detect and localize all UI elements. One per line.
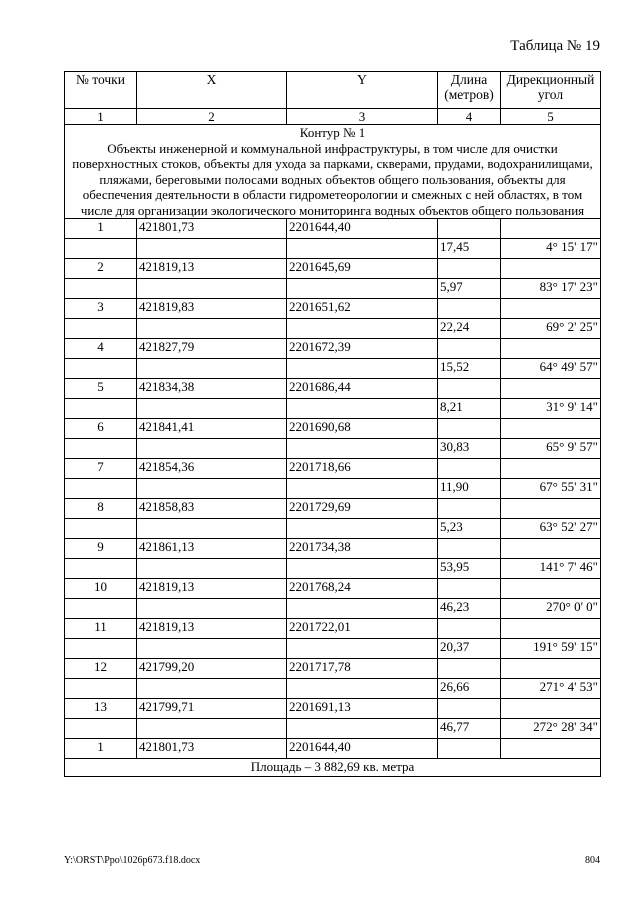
point-y: 2201729,69 xyxy=(287,499,438,519)
empty-cell xyxy=(501,379,601,399)
empty-cell xyxy=(65,479,137,499)
segment-row xyxy=(65,599,601,619)
header-length: Длина (метров) xyxy=(438,72,501,109)
point-row xyxy=(65,659,601,679)
empty-cell xyxy=(501,339,601,359)
segment-row xyxy=(65,279,601,299)
segment-length: 20,37 xyxy=(438,639,501,659)
segment-angle: 271° 4' 53" xyxy=(501,679,601,699)
contour-description: Объекты инженерной и коммунальной инфраструктуры, в том числе для очистки поверхностных стоков, объекты для ухода за парками, скверами, прудами, водохранилищами, пляжами, береговыми полосами водных объектов общего пользования, объекты для обеспечения деятельности в области гидрометеорологии и смежных с ней областях, в том числе для организации экологического мониторинга водных объектов общего пользования xyxy=(72,140,593,218)
empty-cell xyxy=(287,239,438,259)
empty-cell xyxy=(438,579,501,599)
empty-cell xyxy=(65,599,137,619)
point-x: 421801,73 xyxy=(137,739,287,759)
segment-length: 53,95 xyxy=(438,559,501,579)
empty-cell xyxy=(501,299,601,319)
coordinates-table xyxy=(64,71,601,777)
empty-cell xyxy=(438,459,501,479)
point-number: 12 xyxy=(65,659,137,679)
empty-cell xyxy=(501,579,601,599)
area-value: Площадь – 3 882,69 кв. метра xyxy=(65,759,601,777)
segment-angle: 67° 55' 31" xyxy=(501,479,601,499)
empty-cell xyxy=(137,319,287,339)
empty-cell xyxy=(287,719,438,739)
column-number: 1 xyxy=(65,109,137,125)
point-row xyxy=(65,339,601,359)
header-y: Y xyxy=(287,72,438,109)
segment-length: 22,24 xyxy=(438,319,501,339)
empty-cell xyxy=(501,699,601,719)
point-row xyxy=(65,739,601,759)
point-number: 6 xyxy=(65,419,137,439)
segment-length: 15,52 xyxy=(438,359,501,379)
empty-cell xyxy=(287,479,438,499)
empty-cell xyxy=(65,319,137,339)
empty-cell xyxy=(65,519,137,539)
point-x: 421841,41 xyxy=(137,419,287,439)
segment-length: 5,23 xyxy=(438,519,501,539)
column-number: 5 xyxy=(501,109,601,125)
point-y: 2201768,24 xyxy=(287,579,438,599)
empty-cell xyxy=(287,359,438,379)
point-y: 2201734,38 xyxy=(287,539,438,559)
empty-cell xyxy=(65,399,137,419)
point-y: 2201644,40 xyxy=(287,219,438,239)
empty-cell xyxy=(287,639,438,659)
segment-row xyxy=(65,679,601,699)
point-y: 2201690,68 xyxy=(287,419,438,439)
point-x: 421854,36 xyxy=(137,459,287,479)
point-number: 4 xyxy=(65,339,137,359)
empty-cell xyxy=(137,639,287,659)
empty-cell xyxy=(438,659,501,679)
point-number: 1 xyxy=(65,739,137,759)
empty-cell xyxy=(438,379,501,399)
point-x: 421799,71 xyxy=(137,699,287,719)
empty-cell xyxy=(438,219,501,239)
empty-cell xyxy=(137,599,287,619)
segment-angle: 83° 17' 23" xyxy=(501,279,601,299)
empty-cell xyxy=(438,539,501,559)
empty-cell xyxy=(501,259,601,279)
empty-cell xyxy=(65,359,137,379)
header-x: X xyxy=(137,72,287,109)
empty-cell xyxy=(287,559,438,579)
empty-cell xyxy=(137,719,287,739)
area-row xyxy=(65,759,601,777)
empty-cell xyxy=(137,519,287,539)
empty-cell xyxy=(501,459,601,479)
point-number: 8 xyxy=(65,499,137,519)
segment-angle: 270° 0' 0" xyxy=(501,599,601,619)
empty-cell xyxy=(501,539,601,559)
empty-cell xyxy=(438,499,501,519)
point-y: 2201718,66 xyxy=(287,459,438,479)
empty-cell xyxy=(501,659,601,679)
empty-cell xyxy=(137,479,287,499)
empty-cell xyxy=(438,699,501,719)
point-x: 421801,73 xyxy=(137,219,287,239)
segment-row xyxy=(65,559,601,579)
segment-angle: 141° 7' 46" xyxy=(501,559,601,579)
empty-cell xyxy=(287,319,438,339)
point-y: 2201717,78 xyxy=(287,659,438,679)
empty-cell xyxy=(65,439,137,459)
segment-angle: 272° 28' 34" xyxy=(501,719,601,739)
segment-length: 30,83 xyxy=(438,439,501,459)
point-x: 421861,13 xyxy=(137,539,287,559)
point-number: 2 xyxy=(65,259,137,279)
segment-length: 46,23 xyxy=(438,599,501,619)
table-title: Таблица № 19 xyxy=(510,38,600,54)
segment-angle: 31° 9' 14" xyxy=(501,399,601,419)
empty-cell xyxy=(65,639,137,659)
point-row xyxy=(65,539,601,559)
segment-length: 17,45 xyxy=(438,239,501,259)
point-y: 2201722,01 xyxy=(287,619,438,639)
empty-cell xyxy=(438,619,501,639)
segment-length: 46,77 xyxy=(438,719,501,739)
point-number: 10 xyxy=(65,579,137,599)
point-row xyxy=(65,219,601,239)
point-x: 421819,83 xyxy=(137,299,287,319)
segment-row xyxy=(65,399,601,419)
empty-cell xyxy=(65,279,137,299)
point-number: 11 xyxy=(65,619,137,639)
point-number: 1 xyxy=(65,219,137,239)
empty-cell xyxy=(65,719,137,739)
segment-length: 5,97 xyxy=(438,279,501,299)
point-y: 2201644,40 xyxy=(287,739,438,759)
header-row xyxy=(65,72,601,109)
point-row xyxy=(65,459,601,479)
segment-length: 8,21 xyxy=(438,399,501,419)
header-point: № точки xyxy=(65,72,137,109)
segment-angle: 4° 15' 17" xyxy=(501,239,601,259)
point-row xyxy=(65,499,601,519)
empty-cell xyxy=(137,559,287,579)
segment-row xyxy=(65,519,601,539)
empty-cell xyxy=(137,239,287,259)
segment-angle: 69° 2' 25" xyxy=(501,319,601,339)
point-number: 13 xyxy=(65,699,137,719)
contour-row xyxy=(65,125,601,219)
segment-row xyxy=(65,239,601,259)
point-x: 421858,83 xyxy=(137,499,287,519)
column-number: 3 xyxy=(287,109,438,125)
point-x: 421799,20 xyxy=(137,659,287,679)
point-y: 2201645,69 xyxy=(287,259,438,279)
point-number: 9 xyxy=(65,539,137,559)
empty-cell xyxy=(137,439,287,459)
point-number: 3 xyxy=(65,299,137,319)
empty-cell xyxy=(438,259,501,279)
header-angle: Дирекционный угол xyxy=(501,72,601,109)
empty-cell xyxy=(501,619,601,639)
point-row xyxy=(65,699,601,719)
point-row xyxy=(65,579,601,599)
empty-cell xyxy=(287,679,438,699)
empty-cell xyxy=(501,219,601,239)
point-y: 2201672,39 xyxy=(287,339,438,359)
empty-cell xyxy=(287,519,438,539)
empty-cell xyxy=(438,299,501,319)
point-row xyxy=(65,259,601,279)
point-row xyxy=(65,299,601,319)
empty-cell xyxy=(438,739,501,759)
empty-cell xyxy=(501,499,601,519)
point-number: 5 xyxy=(65,379,137,399)
segment-row xyxy=(65,719,601,739)
segment-angle: 65° 9' 57" xyxy=(501,439,601,459)
segment-angle: 64° 49' 57" xyxy=(501,359,601,379)
segment-row xyxy=(65,479,601,499)
contour-title: Контур № 1 xyxy=(299,125,366,140)
empty-cell xyxy=(137,359,287,379)
empty-cell xyxy=(501,419,601,439)
point-number: 7 xyxy=(65,459,137,479)
empty-cell xyxy=(137,679,287,699)
empty-cell xyxy=(438,339,501,359)
empty-cell xyxy=(65,559,137,579)
empty-cell xyxy=(287,399,438,419)
empty-cell xyxy=(501,739,601,759)
segment-row xyxy=(65,439,601,459)
point-x: 421819,13 xyxy=(137,619,287,639)
point-row xyxy=(65,379,601,399)
empty-cell xyxy=(65,679,137,699)
segment-row xyxy=(65,359,601,379)
empty-cell xyxy=(438,419,501,439)
point-row xyxy=(65,419,601,439)
empty-cell xyxy=(137,399,287,419)
segment-row xyxy=(65,319,601,339)
point-y: 2201686,44 xyxy=(287,379,438,399)
empty-cell xyxy=(287,599,438,619)
column-number: 2 xyxy=(137,109,287,125)
point-y: 2201651,62 xyxy=(287,299,438,319)
point-row xyxy=(65,619,601,639)
segment-length: 26,66 xyxy=(438,679,501,699)
footer-page-number: 804 xyxy=(585,855,600,866)
point-x: 421827,79 xyxy=(137,339,287,359)
segment-length: 11,90 xyxy=(438,479,501,499)
empty-cell xyxy=(287,279,438,299)
point-y: 2201691,13 xyxy=(287,699,438,719)
empty-cell xyxy=(65,239,137,259)
segment-angle: 63° 52' 27" xyxy=(501,519,601,539)
footer-file-path: Y:\ORST\Ppo\1026p673.f18.docx xyxy=(64,855,201,866)
column-number-row xyxy=(65,109,601,125)
column-number: 4 xyxy=(438,109,501,125)
segment-row xyxy=(65,639,601,659)
empty-cell xyxy=(137,279,287,299)
point-x: 421819,13 xyxy=(137,259,287,279)
empty-cell xyxy=(287,439,438,459)
segment-angle: 191° 59' 15" xyxy=(501,639,601,659)
point-x: 421819,13 xyxy=(137,579,287,599)
point-x: 421834,38 xyxy=(137,379,287,399)
